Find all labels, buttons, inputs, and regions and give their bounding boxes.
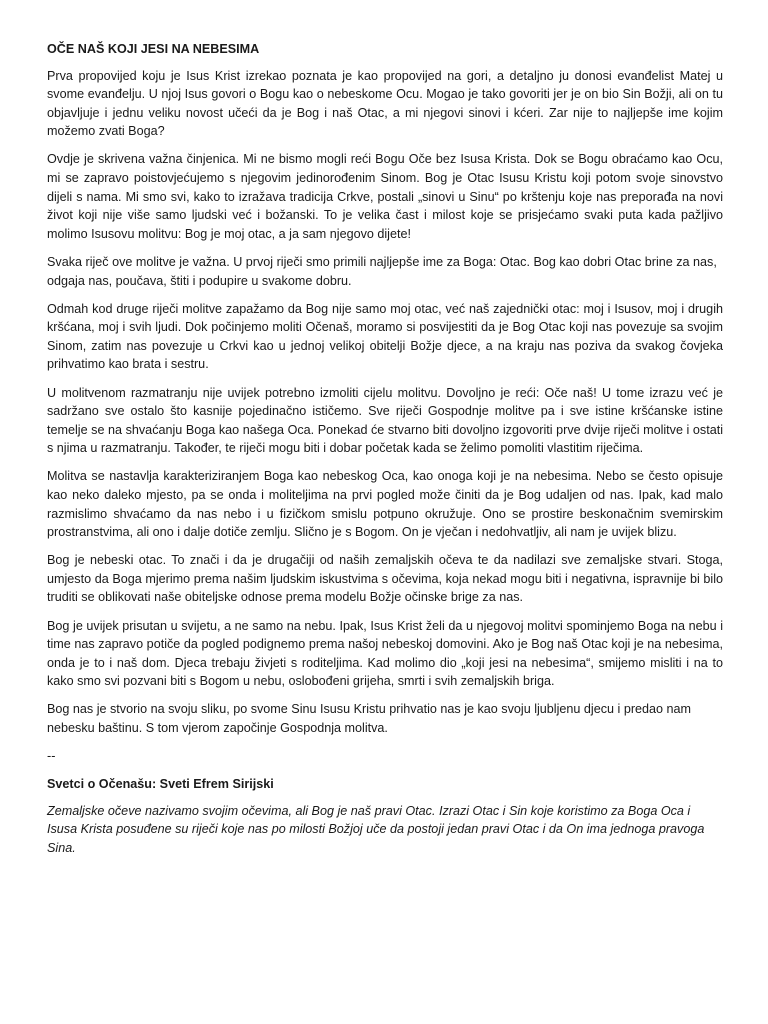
paragraph-2: Ovdje je skrivena važna činjenica. Mi ne bismo mogli reći Bogu Oče bez Isusa Krista. Dok se Bogu obraćamo kao Ocu, mi se zapravo poistovjećujemo s njegovim jedinorođenim Sinom. Bog je Otac Isusu Kristu koji potom svoje sinovstvo dijeli s nama. Mi smo svi, kako to izražava tradicija Crkve, postali „sinovi u Sinu“ po krštenju koje nas preporađa na novi život koji nije više samo ljudski već i božanski. To je velika čast i milost koje se prisjećamo svaki puta kada pažljivo molimo Isusovu molitvu: Bog je moj otac, a ja sam njegovo dijete!	[47, 152, 723, 241]
separator: --	[47, 749, 56, 764]
quote-text: Zemaljske očeve nazivamo svojim očevima, ali Bog je naš pravi Otac. Izrazi Otac i Sin koje koristimo za Boga Oca i Isusa Krista posuđene su riječi koje nas po milosti Božjoj uče da postoji jedan pravi Otac i da On ima jednoga pravoga Sina.	[47, 803, 705, 855]
paragraph-3: Svaka riječ ove molitve je važna. U prvoj riječi smo primili najljepše ime za Boga: Otac. Bog kao dobri Otac brine za nas, odgaja nas, poučava, štiti i podupire u svakome dobru.	[47, 254, 717, 288]
paragraph-6: Molitva se nastavlja karakteriziranjem Boga kao nebeskog Oca, kao onoga koji je na nebesima. Nebo se često opisuje kao neko daleko mjesto, pa se onda i moliteljima na prvi pogled može činiti da je Bog udaljen od nas. Ipak, kad malo razmislimo shvaćamo da nas nebo i u fizičkom smislu potpuno okružuje. Ono se prostire beskonačnim svemirskim prostranstvima, ali ono i dalje dotiče zemlju. Slično je s Bogom. On je vječan i nedohvatljiv, ali nam je uvijek blizu.	[47, 469, 723, 540]
paragraph-8: Bog je uvijek prisutan u svijetu, a ne samo na nebu. Ipak, Isus Krist želi da u njegovoj molitvi spominjemo Boga na nebu i time nas zapravo potiče da pogled podignemo prema našoj nebeskoj domovini. Ako je Bog naš Otac koji je na nebesima, onda je to i naš dom. Djeca trebaju živjeti s roditeljima. Kad molimo dio „koji jesi na nebesima“, smijemo misliti i na to kako smo svi pozvani biti s Bogom u nebu, oslobođeni grijeha, smrti i svih zemaljskih briga.	[47, 618, 723, 689]
document-page	[47, 40, 723, 858]
paragraph-9: Bog nas je stvorio na svoju sliku, po svome Sinu Isusu Kristu prihvatio nas je kao svoju ljubljenu djecu i predao nam nebesku baštinu. S tom vjerom započinje Gospodnja molitva.	[47, 702, 692, 735]
paragraph-5: U molitvenom razmatranju nije uvijek potrebno izmoliti cijelu molitvu. Dovoljno je reći: Oče naš! U tome izrazu već je sadržano sve ostalo što kasnije pojedinačno ističemo. Sve riječi Gospodnje molitve pa i sve istine kršćanske istine temelje se na shvaćanju Boga kao našega Oca. Ponekad će stvarno biti dovoljno izgovoriti prve dvije riječi molitve i ostati s njima u razmatranju. Također, te riječi mogu biti i dobar početak kada se želimo pomoliti vlastitim riječima.	[47, 385, 723, 456]
paragraph-7: Bog je nebeski otac. To znači i da je drugačiji od naših zemaljskih očeva te da nadilazi sve zemaljske stvari. Stoga, umjesto da Boga mjerimo prema našim ljudskim iskustvima s očevima, koja nekad mogu biti i negativna, ispravnije bi bilo truditi se oblikovati naše obiteljske odnose prema modelu Božje očinske brige za nas.	[47, 553, 723, 605]
paragraph-1: Prva propovijed koju je Isus Krist izrekao poznata je kao propovijed na gori, a detaljno ju donosi evanđelist Matej u svome evanđelju. U njoj Isus govori o Bogu kao o nebeskome Ocu. Mogao je tako govoriti jer je on bio Sin Božji, ali on tu objavljuje i jednu veliku novost učeći da je Bog i naš Otac, a mi njegovi sinovi i kćeri. Zar nije to najljepše ime kojim možemo zvati Boga?	[47, 68, 723, 139]
section-title: Svetci o Očenašu: Sveti Efrem Sirijski	[47, 777, 274, 792]
document-title: OČE NAŠ KOJI JESI NA NEBESIMA	[47, 42, 260, 56]
paragraph-4: Odmah kod druge riječi molitve zapažamo da Bog nije samo moj otac, već naš zajednički otac: moj i Isusov, moj i drugih kršćana, moj i svih ljudi. Dok počinjemo moliti Očenaš, moramo si posvijestiti da je Bog Otac koji nas povezuje sa svojim Sinom, zatim nas povezuje u Crkvi kao u jednoj velikoj obitelji Božje djece, a na kraju nas poziva da svakog čovjeka prihvatimo kao brata i sestru.	[47, 301, 723, 372]
